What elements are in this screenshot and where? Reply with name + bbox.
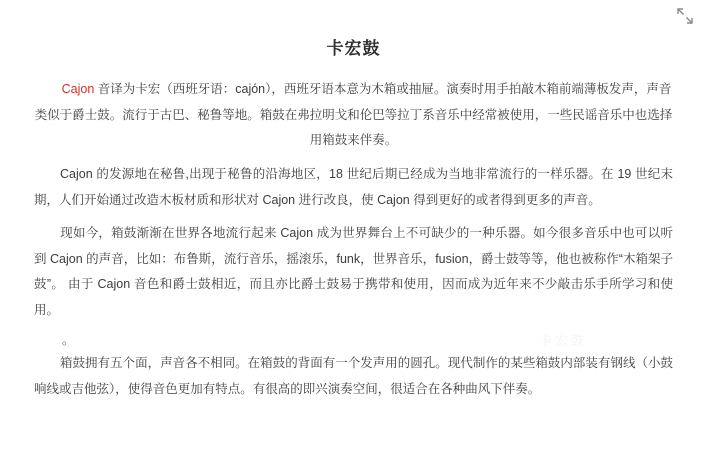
paragraph-3: [34, 221, 673, 324]
paragraph-3-text: 现如今，箱鼓渐渐在世界各地流行起来 Cajon 成为世界舞台上不可缺少的一种乐器。如今很多音乐中也可以听到 Cajon 的声音，比如：布鲁斯，流行音乐，摇滚乐，funk，世界音乐，fusion，爵士鼓等等，他也被称作“木箱架子鼓”。 由于 Cajon 音色和爵士鼓相近，而且亦比爵士鼓易于携带和使用，因而成为近年来不少敲击乐手所学习和使用。: [34, 226, 673, 317]
page-title: 卡宏鼓: [326, 39, 381, 58]
paragraph-1-text: 音译为卡宏（西班牙语：cajón），西班牙语本意为木箱或抽屉。演奏时用手拍敲木箱前端薄板发声，声音类似于爵士鼓。流行于古巴、秘鲁等地。箱鼓在弗拉明戈和伦巴等拉丁系音乐中经常被使用，一些民谣音乐中也选择用箱鼓来伴奏。: [34, 82, 673, 148]
paragraph-4: 。: [62, 332, 75, 347]
paragraph-5: [34, 351, 673, 402]
paragraph-5-text: 箱鼓拥有五个面，声音各不相同。在箱鼓的背面有一个发声用的圆孔。现代制作的某些箱鼓内部装有钢线（小鼓响线或吉他弦），使得音色更加有特点。有很高的即兴演奏空间，很适合在各种曲风下伴奏。: [34, 356, 673, 396]
paragraph-1: [34, 77, 673, 154]
expand-icon[interactable]: [677, 8, 693, 24]
keyword-cajon: Cajon: [61, 82, 95, 96]
watermark-text: 卡宏鼓: [538, 333, 587, 348]
paragraph-2: [34, 162, 673, 213]
paragraph-2-text: Cajon 的发源地在秘鲁,出现于秘鲁的沿海地区，18 世纪后期已经成为当地非常流行的一样乐器。在 19 世纪末期，人们开始通过改造木板材质和形状对 Cajon 进行改良，使 Cajon 得到更好的或者得到更多的声音。: [34, 166, 673, 207]
